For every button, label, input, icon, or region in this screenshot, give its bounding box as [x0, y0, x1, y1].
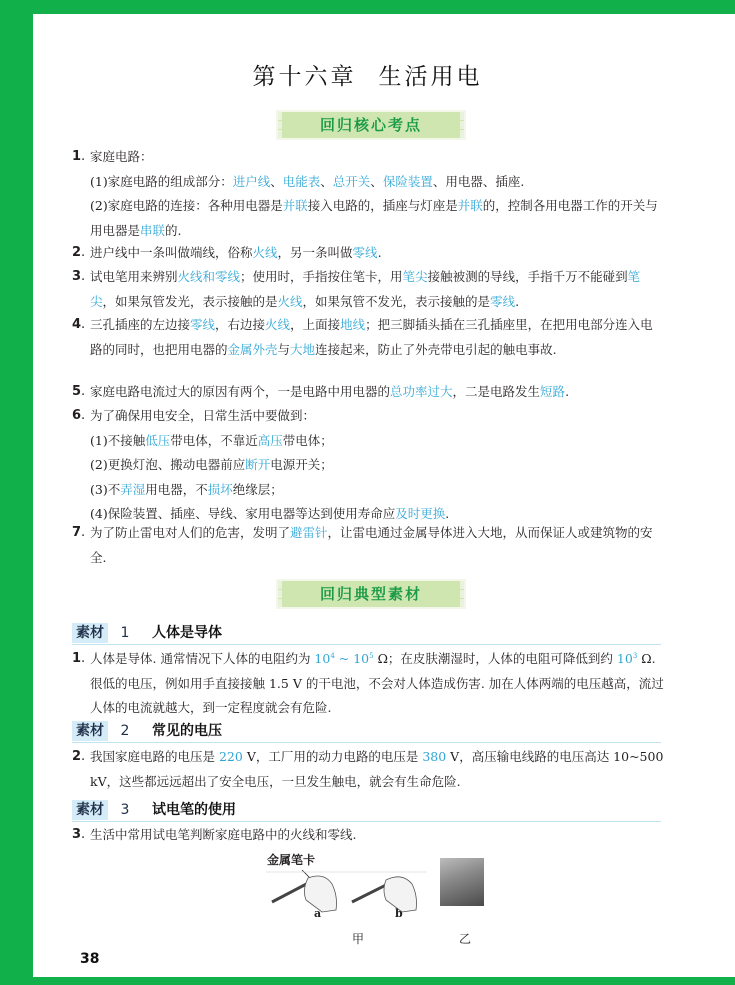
material-index: 1: [114, 623, 136, 643]
item-number: 1 .: [72, 647, 85, 672]
material-tag: 素材: [72, 800, 108, 820]
item-number: 3 .: [72, 265, 85, 290]
core-item-6: [72, 404, 664, 527]
figure-sub-a: a: [314, 907, 322, 920]
chapter-number: 第十六章: [252, 64, 357, 90]
material-header-3: [72, 799, 661, 822]
item-number: 6 .: [72, 404, 85, 429]
core-item-4: 4 . 三孔插座的左边接零线，右边接火线，上面接地线；把三脚插头插在三孔插座里，在把用电部分连入电路的同时，也把用电器的金属外壳与大地连接起来，防止了外壳带电引起的触电事故.: [72, 313, 664, 362]
material-index: 2: [114, 721, 136, 741]
core-item-1: [72, 145, 664, 243]
item-number: 7 .: [72, 521, 85, 546]
item-number: 5 .: [72, 380, 85, 405]
item-number: 2 .: [72, 745, 85, 770]
material-header-1: [72, 622, 661, 645]
test-pen-photo: [440, 858, 484, 906]
section-badge-core: 回归核心考点: [278, 112, 464, 138]
item-number: 3 .: [72, 823, 85, 848]
hand-pen-drawing-icon: [262, 866, 432, 926]
chapter-title: [0, 58, 735, 91]
material-tag: 素材: [72, 721, 108, 741]
material-title: 试电笔的使用: [152, 802, 236, 818]
material-tag: 素材: [72, 623, 108, 643]
material-item-3: 3 . 生活中常用试电笔判断家庭电路中的火线和零线.: [72, 823, 664, 848]
page-border-top: [0, 0, 735, 14]
figure-callout: 金属笔卡: [267, 853, 316, 867]
core-item-5: 5 . 家庭电路电流过大的原因有两个，一是电路中用电器的总功率过大，二是电路发生短路.: [72, 380, 664, 405]
sub-item: (2)更换灯泡、搬动电器前应断开电源开关；: [90, 457, 333, 472]
material-title: 常见的电压: [152, 723, 222, 739]
chapter-name: 生活用电: [378, 64, 483, 90]
page-border-bottom: [0, 977, 735, 985]
material-title: 人体是导体: [152, 625, 222, 641]
sub-item: (1)家庭电路的组成部分：进户线、电能表、总开关、保险装置、用电器、插座.: [90, 173, 525, 189]
item-title: 家庭电路：: [90, 149, 153, 164]
test-pen-figure: [262, 850, 502, 950]
section-badge-materials: 回归典型素材: [278, 581, 464, 607]
page-border-left: [0, 0, 33, 985]
core-item-7: 7 . 为了防止雷电对人们的危害，发明了避雷针，让雷电通过金属导体进入大地，从而保证人或建筑物的安全.: [72, 521, 664, 570]
item-number: 4 .: [72, 313, 85, 338]
item-number: 1 .: [72, 145, 85, 170]
material-header-2: [72, 720, 661, 743]
page-number: 38: [80, 951, 100, 967]
sub-item: (3)不弄湿用电器，不损坏绝缘层；: [90, 481, 283, 497]
sub-item: (2)家庭电路的连接：各种用电器是并联接入电路的，插座与灯座是并联的，控制各用电器工作的开关与用电器是串联的.: [90, 198, 658, 238]
sub-item: (4)保险装置、插座、导线、家用电器等达到使用寿命应及时更换.: [90, 506, 450, 521]
figure-caption-right: 乙: [459, 932, 472, 946]
item-number: 2 .: [72, 241, 85, 266]
core-item-2: 2 . 进户线中一条叫做端线，俗称火线，另一条叫做零线.: [72, 241, 664, 266]
sub-item: (1)不接触低压带电体，不靠近高压带电体；: [90, 432, 333, 448]
figure-sub-b: b: [395, 907, 403, 920]
core-item-3: 3 . 试电笔用来辨别火线和零线；使用时，手指按住笔卡，用笔尖接触被测的导线，手指千万不能碰到笔尖，如果氖管发光，表示接触的是火线，如果氖管不发光，表示接触的是零线.: [72, 265, 664, 314]
item-title: 为了确保用电安全，日常生活中要做到：: [90, 408, 316, 423]
material-item-2: 2 . 我国家庭电路的电压是 220 V，工厂用的动力电路的电压是 380 V，高压输电线路的电压高达 10~500 kV，这些都远远超出了安全电压，一旦发生触电，就会有生命危险.: [72, 745, 664, 794]
material-index: 3: [114, 800, 136, 820]
material-item-1: 1 . 人体是导体. 通常情况下人体的电阻约为 $10^4$ ~ $10^5$ Ω；在皮肤潮湿时，人体的电阻可降低到约 $10^3$ Ω. 很低的电压，例如用手直接接触 1.5 V 的干电池，不会对人体造成伤害. 加在人体两端的电压越高，流过人体的电流就越大，到一定程度就会有危险.: [72, 647, 664, 721]
figure-caption-left: 甲: [352, 932, 365, 946]
